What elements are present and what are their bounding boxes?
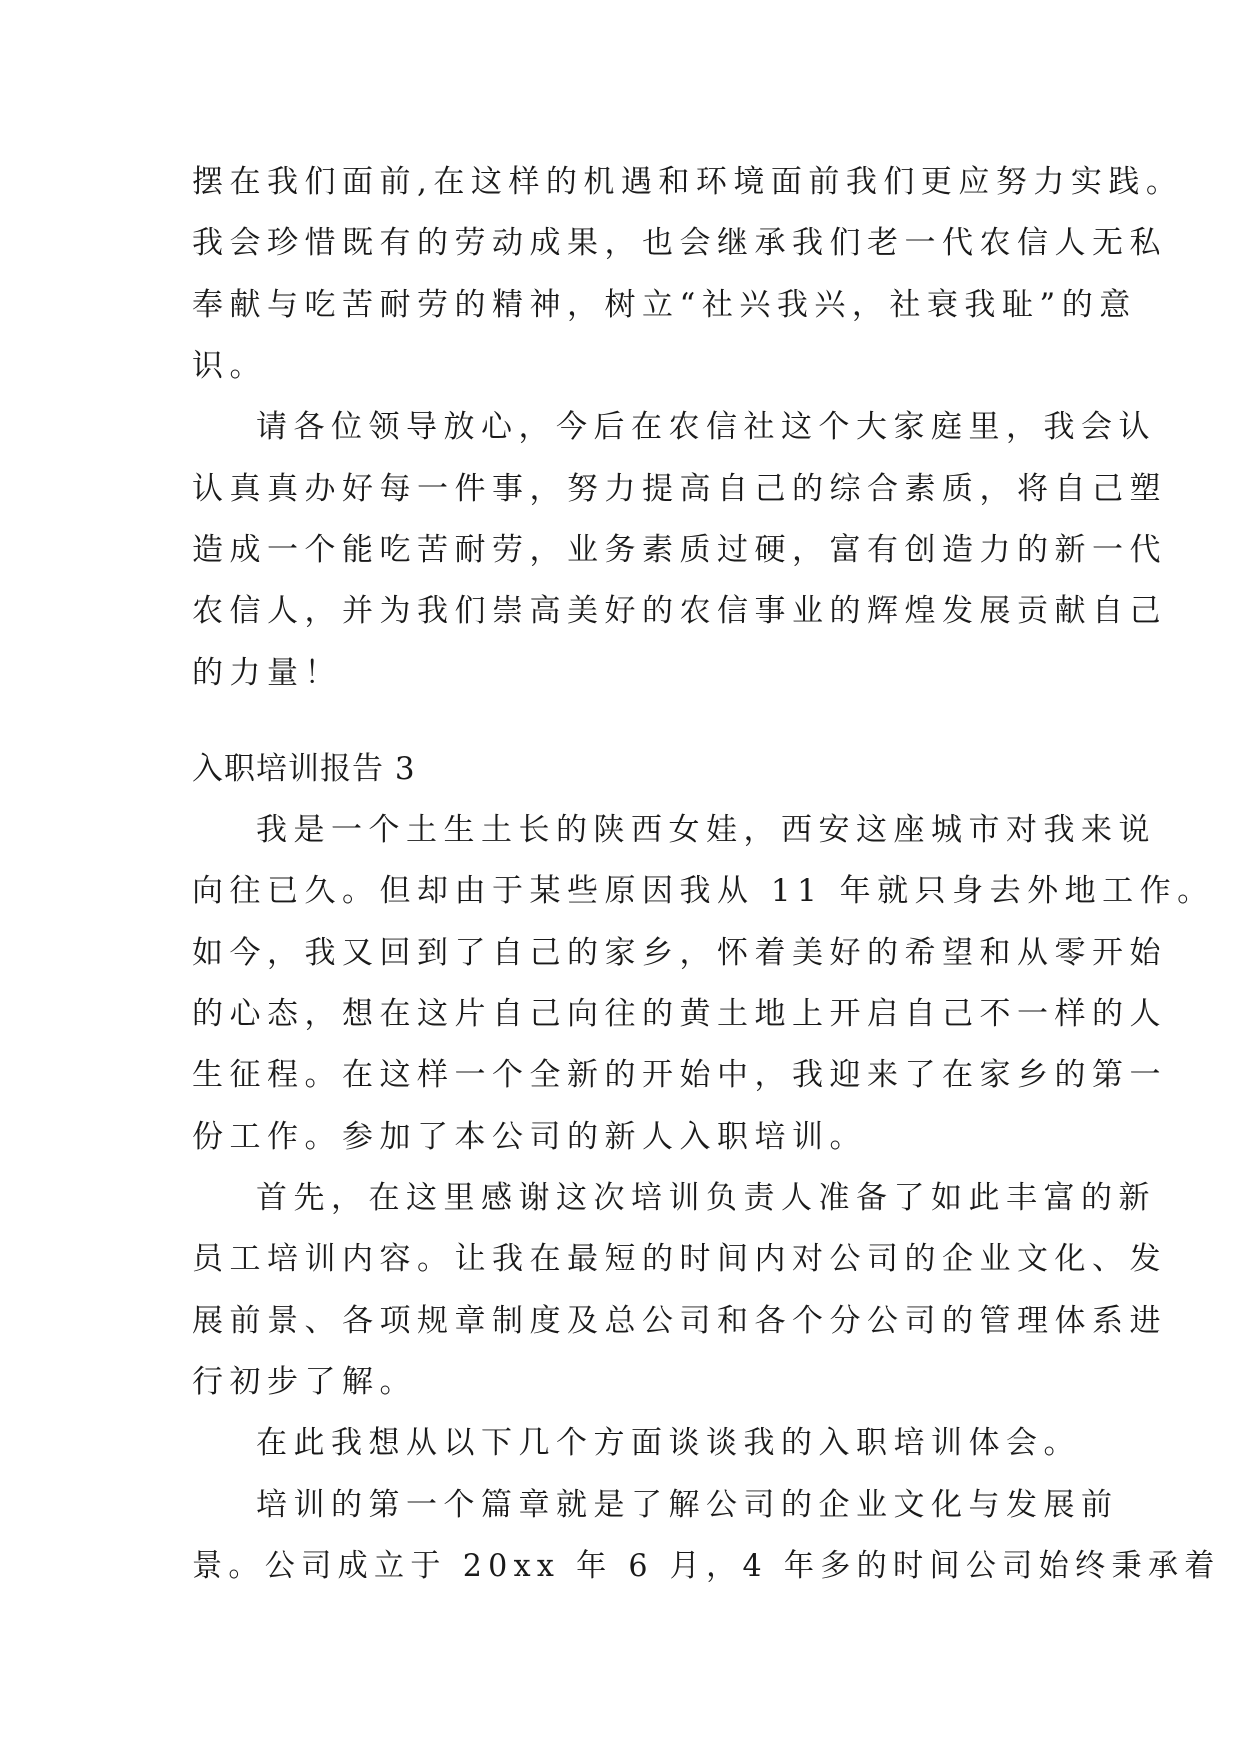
text-line: 摆在我们面前,在这样的机遇和环境面前我们更应努力实践。 xyxy=(192,164,1184,200)
text-line: 的心态，想在这片自己向往的黄土地上开启自己不一样的人 xyxy=(192,996,1167,1032)
text-line: 认真真办好每一件事，努力提高自己的综合素质，将自己塑 xyxy=(192,471,1167,507)
text-line: 识。 xyxy=(192,348,267,384)
text-line: 向往已久。但却由于某些原因我从 11 年就只身去外地工作。 xyxy=(192,873,1215,909)
text-line: 请各位领导放心，今后在农信社这个大家庭里，我会认 xyxy=(256,409,1156,445)
text-line: 奉献与吃苦耐劳的精神，树立“社兴我兴，社衰我耻”的意 xyxy=(192,287,1137,323)
text-line: 份工作。参加了本公司的新人入职培训。 xyxy=(192,1119,867,1155)
text-line: 培训的第一个篇章就是了解公司的企业文化与发展前 xyxy=(256,1487,1119,1523)
text-line: 首先，在这里感谢这次培训负责人准备了如此丰富的新 xyxy=(256,1180,1156,1216)
text-line: 的力量！ xyxy=(192,655,342,691)
text-line: 行初步了解。 xyxy=(192,1364,417,1400)
text-line: 员工培训内容。让我在最短的时间内对公司的企业文化、发 xyxy=(192,1241,1167,1277)
text-line: 景。公司成立于 20xx 年 6 月，4 年多的时间公司始终秉承着 xyxy=(192,1548,1221,1584)
text-line: 生征程。在这样一个全新的开始中，我迎来了在家乡的第一 xyxy=(192,1057,1167,1093)
text-line: 我是一个土生土长的陕西女娃，西安这座城市对我来说 xyxy=(256,812,1156,848)
text-line: 如今，我又回到了自己的家乡，怀着美好的希望和从零开始 xyxy=(192,935,1167,971)
text-line: 我会珍惜既有的劳动成果，也会继承我们老一代农信人无私 xyxy=(192,225,1167,261)
text-line: 造成一个能吃苦耐劳，业务素质过硬，富有创造力的新一代 xyxy=(192,532,1167,568)
text-line: 在此我想从以下几个方面谈谈我的入职培训体会。 xyxy=(256,1425,1081,1461)
text-line: 农信人，并为我们崇高美好的农信事业的辉煌发展贡献自己 xyxy=(192,593,1167,629)
text-line: 展前景、各项规章制度及总公司和各个分公司的管理体系进 xyxy=(192,1303,1167,1339)
section-heading: 入职培训报告 3 xyxy=(192,751,416,787)
